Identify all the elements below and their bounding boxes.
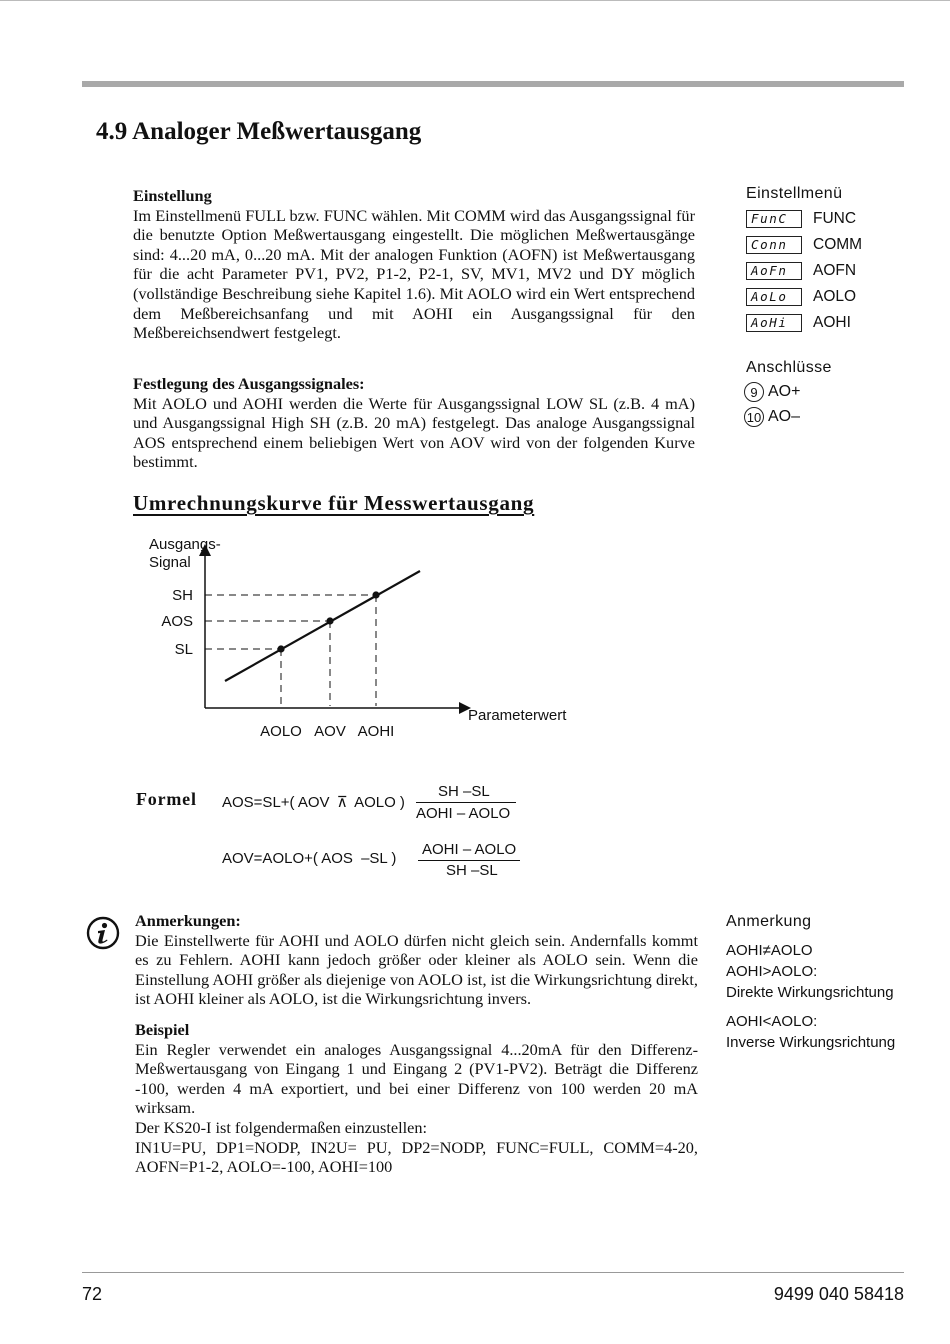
menu-item-func (746, 209, 856, 229)
document-number: 9499 040 58418 (773, 1284, 904, 1304)
x-axis-label: Parameterwert (468, 707, 567, 724)
beispiel-heading: Beispiel (135, 1020, 190, 1039)
menu-item-comm (746, 235, 862, 255)
side-note-line-2: AOHI>AOLO: (726, 963, 818, 980)
x-tick-label-aohi: AOHI (357, 723, 395, 740)
y-tick-labels (161, 587, 193, 658)
formula-1-rhs-text: AOLO ) (354, 794, 405, 811)
anmerkungen-text: Die Einstellwerte für AOHI und AOLO dürfen nicht gleich sein. Andernfalls kommt es zu Fehlern. AOHI kann jedoch größer oder kleiner als AOLO sein. Wenn die Einstellung AOHI größer als diejenige von AOLO ist, ist die Wirkungsrichtung direkt, ist AOHI kleiner als AOLO, ist die Wirkungsrichtung invers. (135, 930, 698, 1009)
lcd-display-aohi: AoHi (746, 314, 802, 332)
lcd-display-func: FunC (746, 210, 802, 228)
footer-line (82, 1272, 904, 1273)
y-tick-label-aos: AOS (161, 613, 193, 630)
menu-label-func: FUNC (813, 210, 857, 227)
festlegung-block (133, 374, 695, 472)
formula-2-lhs-text: AOV=AOLO+( AOS (222, 850, 353, 867)
curve-point-aov (326, 617, 333, 624)
side-note-line-4: AOHI<AOLO: (726, 1013, 818, 1030)
menu-label-aohi: AOHI (813, 314, 851, 331)
formula-2-rhs-text: –SL ) (361, 850, 397, 867)
header-bar (82, 81, 904, 87)
formula-2-fraction-bar (418, 860, 520, 861)
festlegung-heading: Festlegung des Ausgangssignales: (133, 374, 365, 393)
formel-label: Formel (136, 789, 197, 809)
terminal-ao-plus (744, 382, 800, 402)
y-axis-label-line1: Ausgangs- (149, 536, 221, 553)
formula-1-lhs (222, 793, 405, 811)
guide-lines (205, 595, 376, 706)
beispiel-text-3: IN1U=PU, DP1=NODP, IN2U= PU, DP2=NODP, FUNC=FULL, COMM=4-20, AOFN=P1-2, AOLO=-100, AOHI=100 (135, 1137, 698, 1177)
einstellung-text: Im Einstellmenü FULL bzw. FUNC wählen. Mit COMM wird das Ausgangssignal für die benutzte Option Meßwertausgang eingestellt. Die möglichen Meßwertausgänge sind: 4...20 mA, 0...20 mA. Mit der analogen Funktion (AOFN) ist Meßwertausgang für die acht Parameter PV1, PV2, P1-2, P2-1, SV, MV1, MV2 und DY möglich (vollständige Beschreibung siehe Kapitel 1.6). Mit AOLO wird ein Wert entsprechend dem Meßbereichsanfang und mit AOHI ein Ausgangssignal für den Meßbereichsendwert festgelegt. (133, 205, 695, 343)
festlegung-text: Mit AOLO und AOHI werden die Werte für Ausgangssignal LOW SL (z.B. 4 mA) und Ausgangssignal High SH (z.B. 20 mA) festgelegt. Das analoge Ausgangssignal AOS entsprechend einem beliebigen Wert von AOV wird von der folgenden Kurve bestimmt. (133, 393, 695, 472)
menu-label-comm: COMM (813, 236, 863, 253)
menu-item-aolo (746, 287, 856, 307)
formula-1-lhs-text: AOS=SL+( AOV (222, 794, 330, 811)
menu-item-aohi (746, 313, 851, 333)
anmerkungen-block (135, 911, 698, 1009)
curve-point-aolo (277, 645, 284, 652)
einstellung-block (133, 186, 695, 343)
page-number: 72 (82, 1284, 103, 1304)
side-note-line-3: Direkte Wirkungsrichtung (726, 984, 894, 1001)
terminal-number-10: 10 (744, 407, 764, 427)
section-title: 4.9 Analoger Meßwertausgang (96, 118, 422, 145)
lcd-display-comm: Conn (746, 236, 802, 254)
formula-2-lhs (222, 850, 396, 867)
terminal-label-ao-minus: AO– (768, 408, 801, 425)
formula-1-operator: ⊼ (336, 794, 348, 811)
y-tick-label-sh: SH (172, 587, 193, 604)
side-note-line-1: AOHI≠AOLO (726, 942, 813, 959)
beispiel-block (135, 1020, 698, 1177)
x-tick-label-aov: AOV (314, 723, 346, 740)
terminal-ao-minus (744, 407, 800, 427)
formula-1-numerator: SH –SL (438, 783, 490, 800)
terminal-label-ao-plus: AO+ (768, 383, 801, 400)
conversion-curve-chart (140, 530, 600, 745)
beispiel-text-2: Der KS20-I ist folgendermaßen einzustellen: (135, 1117, 428, 1137)
conversion-curve-line (225, 571, 420, 681)
y-tick-label-sl: SL (174, 641, 193, 658)
curve-title: Umrechnungskurve für Messwertausgang (133, 491, 535, 515)
beispiel-text-1: Ein Regler verwendet ein analoges Ausgangssignal 4...20mA für den Differenz-Meßwertausgang von Eingang 1 und Eingang 2 (PV1-PV2). Beträgt die Differenz -100, werden 4 mA exportiert, und bei einer Differenz von 100 werden 20 mA wirksam. (135, 1039, 698, 1118)
terminal-number-9: 9 (744, 382, 764, 402)
lcd-display-aolo: AoLo (746, 288, 802, 306)
anmerkungen-heading: Anmerkungen: (135, 911, 241, 930)
sidebar-terminals-heading: Anschlüsse (746, 359, 832, 376)
einstellung-heading: Einstellung (133, 186, 212, 205)
menu-item-aofn (746, 261, 856, 281)
y-axis-label-line2: Signal (149, 554, 191, 571)
curve-point-aohi (372, 591, 379, 598)
top-edge-line (0, 0, 950, 1)
menu-label-aolo: AOLO (813, 288, 857, 305)
lcd-display-aofn: AoFn (746, 262, 802, 280)
formula-2-numerator: AOHI – AOLO (422, 841, 517, 858)
menu-label-aofn: AOFN (813, 262, 857, 279)
sidebar-menu-heading: Einstellmenü (746, 185, 843, 202)
side-note-line-5: Inverse Wirkungsrichtung (726, 1034, 896, 1051)
formula-1-denominator: AOHI – AOLO (416, 805, 511, 822)
side-note-body (726, 940, 902, 1053)
info-icon (86, 916, 120, 950)
x-tick-label-aolo: AOLO (260, 723, 302, 740)
side-note-heading: Anmerkung (726, 913, 812, 930)
formula-1-fraction-bar (416, 802, 516, 803)
x-tick-labels (260, 723, 394, 740)
formula-2-denominator: SH –SL (446, 862, 498, 879)
